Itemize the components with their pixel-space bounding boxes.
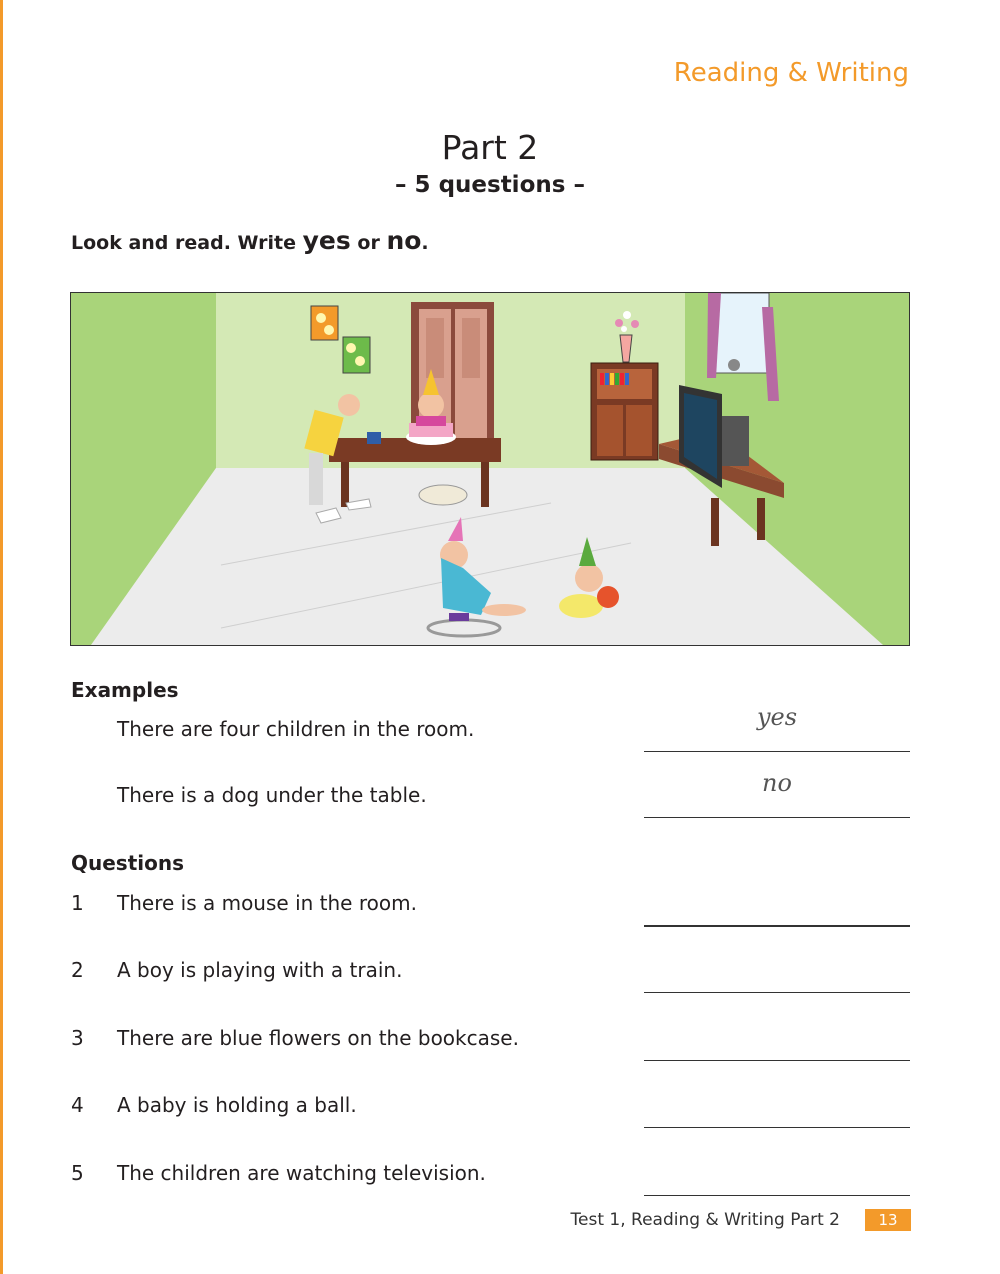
examples-heading: Examples [71, 678, 179, 702]
example-text: There are four children in the room. [117, 717, 475, 741]
part-subtitle: – 5 questions – [395, 172, 585, 198]
answer-line [644, 751, 910, 752]
question-number: 2 [71, 958, 84, 982]
question-row [71, 958, 910, 998]
question-row [71, 1161, 910, 1201]
answer-line[interactable] [644, 992, 910, 993]
question-text: There is a mouse in the room. [117, 891, 417, 915]
question-number: 3 [71, 1026, 84, 1050]
answer-line [644, 817, 910, 818]
question-text: There are blue flowers on the bookcase. [117, 1026, 519, 1050]
baby [575, 564, 603, 592]
room-scene-svg [71, 293, 909, 645]
instruction-yes: yes [302, 226, 351, 255]
room-illustration [70, 292, 910, 646]
question-text: A baby is holding a ball. [117, 1093, 357, 1117]
question-row [71, 891, 910, 931]
wall-picture-2 [343, 337, 370, 373]
questions-heading: Questions [71, 851, 185, 875]
window [714, 293, 769, 373]
instruction-no: no [386, 226, 422, 255]
boy [338, 394, 360, 416]
example-answer: yes [756, 703, 798, 731]
toy-train [449, 613, 469, 621]
girl-at-table [418, 392, 444, 418]
instruction-suffix: . [421, 232, 429, 254]
question-text: The children are watching television. [117, 1161, 486, 1185]
question-number: 5 [71, 1161, 84, 1185]
question-number: 4 [71, 1093, 84, 1117]
cat [419, 485, 467, 505]
answer-line[interactable] [644, 1127, 910, 1128]
example-row [71, 703, 910, 757]
page-number: 13 [865, 1209, 911, 1231]
instruction-prefix: Look and read. Write [71, 232, 303, 254]
answer-line[interactable] [644, 925, 910, 927]
section-header: Reading & Writing [673, 58, 909, 88]
instruction [71, 226, 429, 255]
answer-line[interactable] [644, 1195, 910, 1196]
instruction-or: or [350, 232, 387, 254]
question-row [71, 1093, 910, 1133]
question-row [71, 1026, 910, 1066]
question-number: 1 [71, 891, 84, 915]
footer-text: Test 1, Reading & Writing Part 2 [570, 1210, 840, 1230]
question-text: A boy is playing with a train. [117, 958, 403, 982]
part-title: Part 2 [441, 128, 539, 167]
answer-line[interactable] [644, 1060, 910, 1061]
example-text: There is a dog under the table. [117, 783, 427, 807]
example-answer: no [762, 769, 792, 797]
wall-picture-1 [311, 306, 338, 340]
ball [597, 586, 619, 608]
example-row [71, 769, 910, 823]
mouse-in-window [728, 359, 740, 371]
